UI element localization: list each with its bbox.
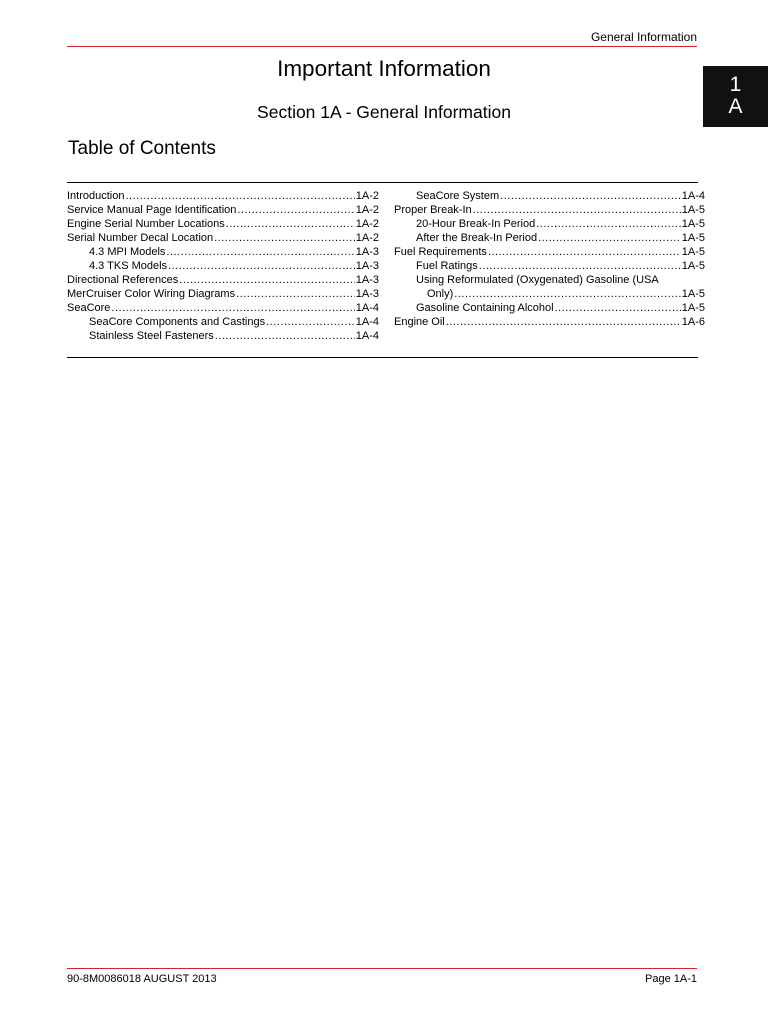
toc-entry-page: 1A-5 (681, 218, 705, 230)
toc-entry-page: 1A-5 (681, 246, 705, 258)
toc-entry-page: 1A-4 (355, 330, 379, 342)
section-tab-number: 1 (729, 73, 742, 96)
toc-leader-dots (236, 287, 355, 301)
toc-entry-label: 4.3 TKS Models (89, 260, 168, 272)
toc-top-rule (67, 182, 698, 183)
toc-entry[interactable] (394, 301, 705, 315)
toc-leader-dots (168, 259, 355, 273)
toc-entry[interactable] (67, 259, 379, 273)
toc-entry-page: 1A-2 (355, 190, 379, 202)
toc-entry[interactable] (67, 273, 379, 287)
toc-entry-label: Stainless Steel Fasteners (89, 330, 214, 342)
toc-entry[interactable] (67, 287, 379, 301)
toc-entry-label: SeaCore System (416, 190, 500, 202)
toc-leader-dots (226, 217, 355, 231)
toc-entry-page: 1A-3 (355, 288, 379, 300)
toc-heading: Table of Contents (68, 138, 216, 159)
toc-left-column (67, 189, 379, 343)
toc-leader-dots (166, 245, 354, 259)
toc-leader-dots (500, 189, 681, 203)
toc-entry[interactable] (67, 231, 379, 245)
toc-leader-dots (215, 329, 355, 343)
toc-leader-dots (479, 259, 681, 273)
toc-entry-label: Proper Break-In (394, 204, 472, 216)
toc-entry-page: 1A-5 (681, 302, 705, 314)
toc-entry[interactable] (67, 245, 379, 259)
toc-entry-label: 4.3 MPI Models (89, 246, 166, 258)
toc-entry-label: Engine Serial Number Locations (67, 218, 225, 230)
toc-entry[interactable] (67, 301, 379, 315)
toc-entry-page: 1A-5 (681, 260, 705, 272)
toc-entry-page: 1A-4 (681, 190, 705, 202)
toc-entry-page: 1A-5 (681, 288, 705, 300)
toc-entry-page: 1A-5 (681, 204, 705, 216)
section-subtitle: Section 1A - General Information (257, 102, 511, 122)
toc-entry-label: Fuel Requirements (394, 246, 487, 258)
toc-leader-dots (536, 217, 681, 231)
page-title: Important Information (277, 56, 491, 81)
toc-entry[interactable] (394, 245, 705, 259)
toc-entry[interactable] (394, 217, 705, 231)
toc-entry[interactable] (394, 189, 705, 203)
toc-entry[interactable] (394, 203, 705, 217)
toc-entry-label-cont: Only) (427, 288, 454, 300)
toc-entry-label: Gasoline Containing Alcohol (416, 302, 554, 314)
toc-entry-label: MerCruiser Color Wiring Diagrams (67, 288, 236, 300)
toc-leader-dots (214, 231, 355, 245)
toc-leader-dots (473, 203, 681, 217)
toc-entry[interactable] (394, 231, 705, 245)
toc-entry-label: Engine Oil (394, 316, 445, 328)
toc-entry-page: 1A-3 (355, 246, 379, 258)
toc-leader-dots (454, 287, 680, 301)
toc-right-column (394, 189, 705, 329)
toc-entry[interactable] (394, 315, 705, 329)
toc-entry-page: 1A-3 (355, 274, 379, 286)
running-title: General Information (590, 30, 697, 44)
toc-entry[interactable] (67, 315, 379, 329)
footer-doc-id: 90-8M0086018 AUGUST 2013 (67, 973, 217, 985)
toc-entry-label: Service Manual Page Identification (67, 204, 237, 216)
toc-leader-dots (237, 203, 354, 217)
toc-entry-label: SeaCore (67, 302, 111, 314)
toc-entry-label: SeaCore Components and Castings (89, 316, 266, 328)
toc-entry-page: 1A-2 (355, 204, 379, 216)
footer-rule (67, 968, 697, 969)
toc-entry-page: 1A-4 (355, 302, 379, 314)
toc-leader-dots (488, 245, 681, 259)
section-tab-letter: A (728, 95, 743, 118)
toc-entry[interactable] (394, 273, 705, 301)
toc-entry-page: 1A-6 (681, 316, 705, 328)
header-rule (67, 46, 697, 47)
toc-entry-label: Introduction (67, 190, 125, 202)
toc-entry-label: Fuel Ratings (416, 260, 478, 272)
toc-entry[interactable] (67, 189, 379, 203)
toc-entry-label: Directional References (67, 274, 179, 286)
toc-leader-dots (179, 273, 354, 287)
toc-entry-label: After the Break-In Period (416, 232, 538, 244)
toc-entry[interactable] (67, 203, 379, 217)
toc-leader-dots (538, 231, 681, 245)
toc-entry-page: 1A-2 (355, 218, 379, 230)
toc-entry-page: 1A-4 (355, 316, 379, 328)
toc-leader-dots (111, 301, 354, 315)
toc-entry-continuation (416, 287, 705, 301)
toc-entry-label: Using Reformulated (Oxygenated) Gasoline (USA (416, 274, 659, 286)
toc-entry-page: 1A-2 (355, 232, 379, 244)
toc-entry[interactable] (67, 217, 379, 231)
toc-leader-dots (125, 189, 354, 203)
toc-entry-page: 1A-3 (355, 260, 379, 272)
toc-leader-dots (446, 315, 681, 329)
toc-entry[interactable] (394, 259, 705, 273)
toc-leader-dots (266, 315, 355, 329)
toc-bottom-rule (67, 357, 698, 358)
toc-leader-dots (555, 301, 681, 315)
toc-entry[interactable] (67, 329, 379, 343)
toc-entry-label: Serial Number Decal Location (67, 232, 214, 244)
toc-entry-label: 20-Hour Break-In Period (416, 218, 536, 230)
footer-page-number: Page 1A-1 (645, 973, 697, 985)
toc-entry-page: 1A-5 (681, 232, 705, 244)
